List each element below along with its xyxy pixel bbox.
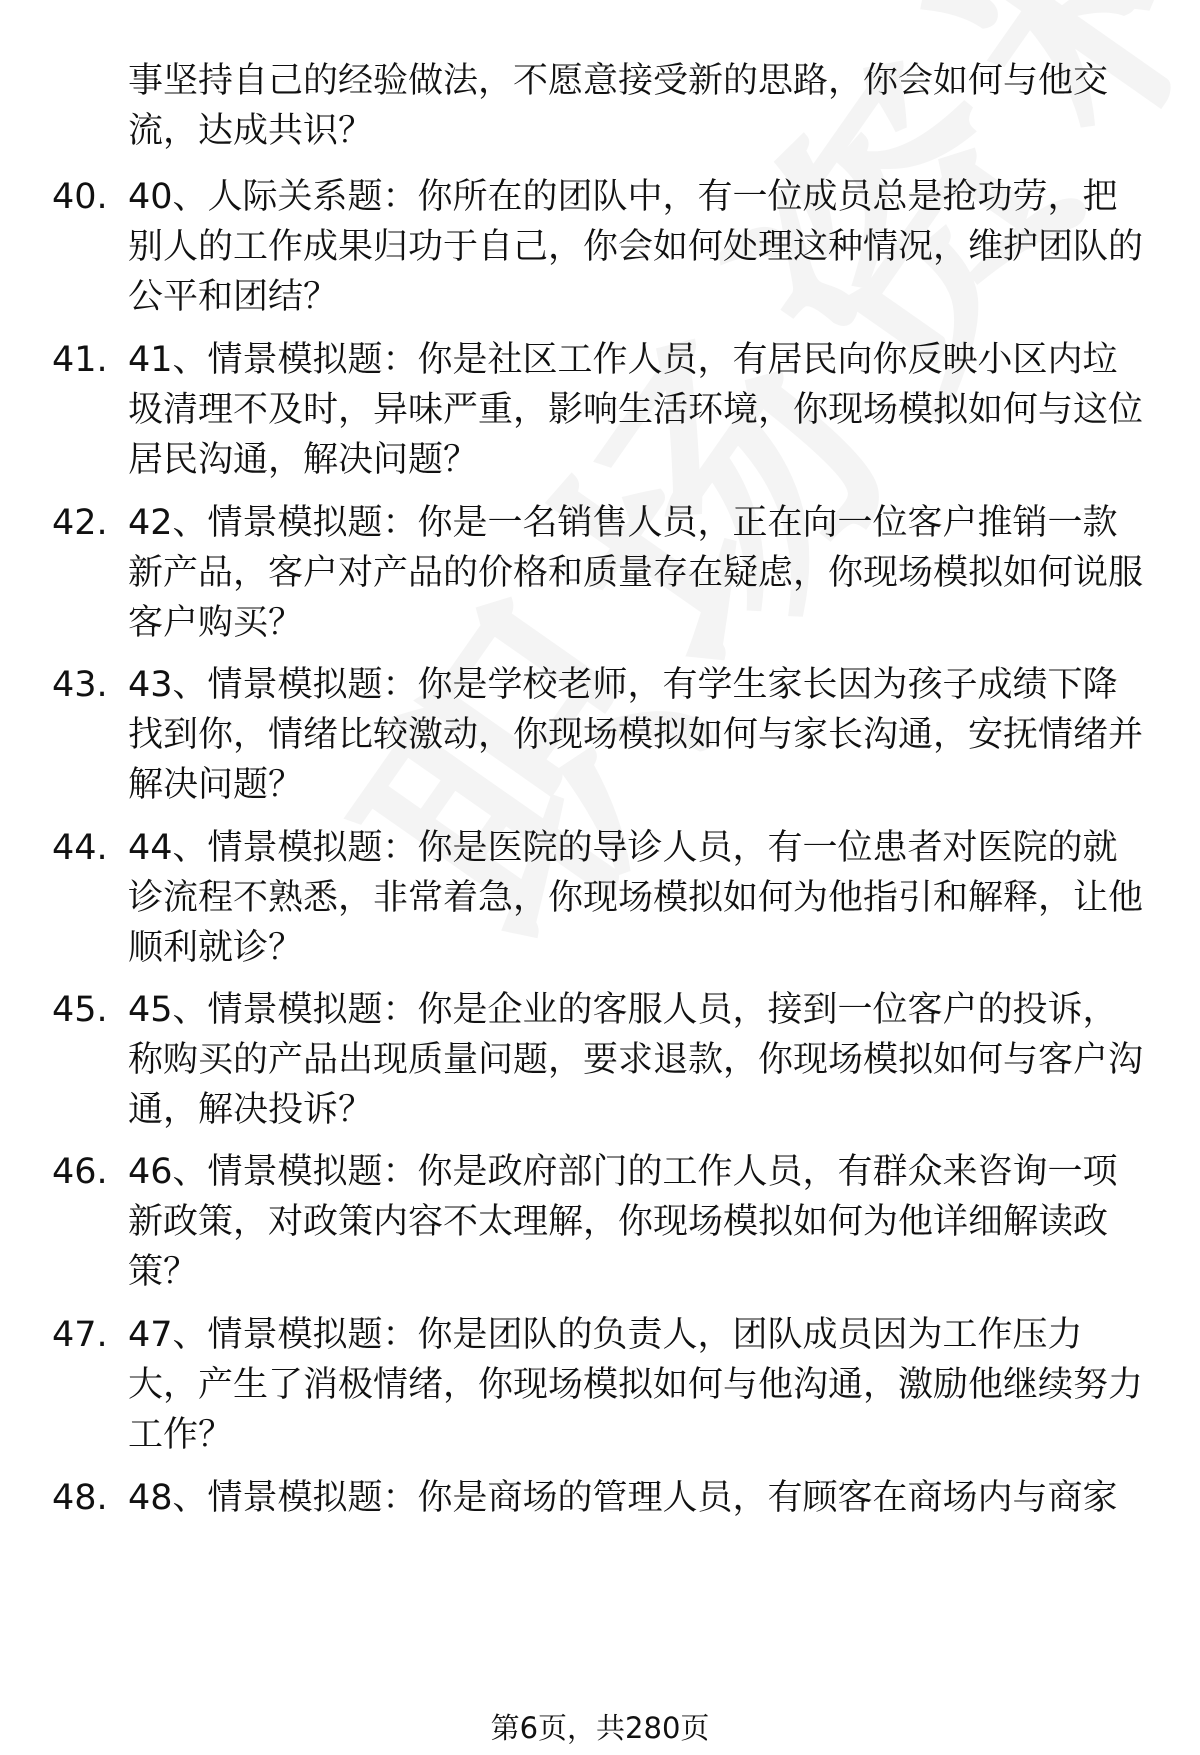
item-number: 43. [52, 665, 108, 705]
item-number: 40. [52, 177, 108, 217]
item-text: 47、情景模拟题：你是团队的负责人，团队成员因为工作压力大，产生了消极情绪，你现场模拟如何与他沟通，激励他继续努力工作？ [128, 1315, 1144, 1455]
item-text: 48、情景模拟题：你是商场的管理人员，有顾客在商场内与商家 [128, 1478, 1118, 1518]
item-text: 43、情景模拟题：你是学校老师，有学生家长因为孩子成绩下降找到你，情绪比较激动，你现场模拟如何与家长沟通，安抚情绪并解决问题？ [128, 665, 1144, 805]
item-number: 48. [52, 1478, 108, 1518]
item-text: 42、情景模拟题：你是一名销售人员，正在向一位客户推销一款新产品，客户对产品的价格和质量存在疑虑，你现场模拟如何说服客户购买？ [128, 503, 1144, 643]
item-text: 45、情景模拟题：你是企业的客服人员，接到一位客户的投诉，称购买的产品出现质量问题，要求退款，你现场模拟如何与客户沟通，解决投诉？ [128, 990, 1144, 1130]
item-text: 46、情景模拟题：你是政府部门的工作人员，有群众来咨询一项新政策，对政策内容不太理解，你现场模拟如何为他详细解读政策？ [128, 1152, 1118, 1292]
page-footer: 第6页，共280页 [490, 1711, 710, 1745]
item-text: 40、人际关系题：你所在的团队中，有一位成员总是抢功劳，把别人的工作成果归功于自己，你会如何处理这种情况，维护团队的公平和团结？ [128, 177, 1144, 317]
item-number: 41. [52, 340, 108, 380]
item-number: 45. [52, 990, 108, 1030]
continued-text: 事坚持自己的经验做法，不愿意接受新的思路，你会如何与他交流，达成共识？ [128, 61, 1109, 151]
item-text: 44、情景模拟题：你是医院的导诊人员，有一位患者对医院的就诊流程不熟悉，非常着急，你现场模拟如何为他指引和解释，让他顺利就诊？ [128, 828, 1144, 968]
item-number: 46. [52, 1152, 108, 1192]
item-text: 41、情景模拟题：你是社区工作人员，有居民向你反映小区内垃圾清理不及时，异味严重，影响生活环境，你现场模拟如何与这位居民沟通，解决问题？ [128, 340, 1144, 480]
item-number: 44. [52, 828, 108, 868]
item-number: 47. [52, 1315, 108, 1355]
item-number: 42. [52, 503, 108, 543]
